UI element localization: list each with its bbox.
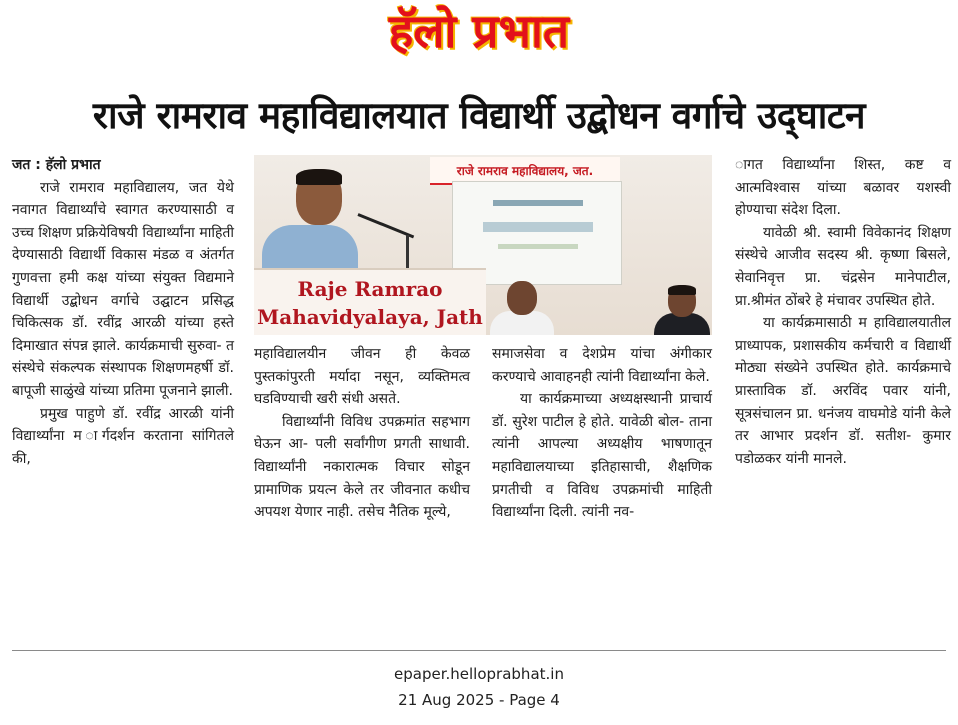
article-column-1 bbox=[12, 154, 234, 470]
article-paragraph: राजे रामराव महाविद्यालय, जत येथे नवागत विद्यार्थ्यांचे स्वागत करण्यासाठी व उच्च शिक्षण प्रक्रियेविषयी विद्यार्थ्यांना माहिती देण्यासाठी विद्यार्थी विकास मंडळ व अंतर्गत गुणवत्ता हमी कक्ष यांच्या संयुक्त विद्यमाने विद्यार्थी उद्बोधन वर्गाचे उद्घाटन प्रसिद्ध चिकित्सक डॉ. रवींद्र आरळी यांच्या हस्ते दिमाखात संपन्न झाले. कार्यक्रमाची सुरुवा- त संस्थेचे संकल्पक संस्थापक शिक्षणमहर्षी डॉ. बापूजी साळुंखे यांच्या प्रतिमा पूजनाने झाली. bbox=[12, 179, 234, 399]
article-headline: राजे रामराव महाविद्यालयात विद्यार्थी उद्बोधन वर्गाचे उद्‌घाटन bbox=[92, 94, 866, 137]
photo-podium-sign bbox=[254, 268, 486, 335]
article-paragraph: ागत विद्यार्थ्यांना शिस्त, कष्ट व आत्मविश्वास यांच्या बळावर यशस्वी होण्याचा संदेश दिला. bbox=[735, 157, 951, 219]
podium-sign-line-2: Mahavidyalaya, Jath bbox=[257, 305, 483, 329]
article-paragraph: यावेळी श्री. स्वामी विवेकानंद शिक्षण संस्थेचे आजीव सदस्य श्री. कृष्णा बिसले, सेवानिवृत्त प्रा. चंद्रसेन मानेपाटील, प्रा.श्रीमंत ठोंबरे हे मंचावर उपस्थित होते. bbox=[735, 224, 951, 309]
article-column-3 bbox=[492, 343, 712, 524]
article-column-4 bbox=[735, 154, 951, 470]
photo-college-banner: राजे रामराव महाविद्यालय, जत. bbox=[430, 157, 620, 185]
photo-guest bbox=[654, 285, 710, 335]
article-paragraph: या कार्यक्रमासाठी म हाविद्यालयातील प्राध्यापक, प्रशासकीय कर्मचारी व विद्यार्थी मोठ्या संख्येने उपस्थित होते. कार्यक्रमाचे प्रास्ताविक डॉ. अरविंद पवार यांनी, सूत्रसंचालन प्रा. धनंजय वाघमोडे यांनी केले तर आभार प्रदर्शन डॉ. सतीश- कुमार पडोळकर यांनी मानले. bbox=[735, 315, 951, 467]
article-dateline: जत : हॅलो प्रभात bbox=[12, 157, 101, 173]
article-paragraph: महाविद्यालयीन जीवन ही केवळ पुस्तकांपुरती मर्यादा नसून, व्यक्तिमत्व घडविण्याची खरी संधी असते. bbox=[254, 346, 470, 408]
podium-sign-line-1: Raje Ramrao bbox=[297, 277, 443, 301]
article-paragraph: या कार्यक्रमाच्या अध्यक्षस्थानी प्राचार्य डॉ. सुरेश पाटील हे होते. यावेळी बोल- ताना त्यांनी आपल्या अध्यक्षीय भाषणातून महाविद्यालयाच्या इतिहासाची, शैक्षणिक प्रगतीची व विविध उपक्रमांची माहिती विद्यार्थ्यांना दिली. त्यांनी नव- bbox=[492, 391, 712, 521]
newspaper-masthead: हॅलो प्रभात bbox=[388, 4, 570, 58]
edition-date-page: 21 Aug 2025 - Page 4 bbox=[398, 691, 560, 709]
photo-guest bbox=[490, 281, 554, 335]
epaper-site-link[interactable]: epaper.helloprabhat.in bbox=[394, 665, 564, 683]
article-column-2 bbox=[254, 343, 470, 524]
article-paragraph: विद्यार्थ्यांनी विविध उपक्रमांत सहभाग घेऊन आ- पली सर्वांगीण प्रगती साधावी. विद्यार्थ्यांनी नकारात्मक विचार सोडून प्रामाणिक प्रयत्न केले तर जीवनात कधीच अपयश येणार नाही. तसेच नैतिक मूल्ये, bbox=[254, 413, 470, 521]
article-paragraph: समाजसेवा व देशप्रेम यांचा अंगीकार करण्याचे आवाहनही त्यांनी विद्यार्थ्यांना केले. bbox=[492, 346, 712, 385]
photo-speaker bbox=[262, 169, 358, 279]
article-paragraph: प्रमुख पाहुणे डॉ. रवींद्र आरळी यांनी विद्यार्थ्यांना म ार्गदर्शन करताना सांगितले की, bbox=[12, 405, 234, 467]
event-photo bbox=[254, 155, 712, 335]
footer-divider bbox=[12, 650, 946, 651]
